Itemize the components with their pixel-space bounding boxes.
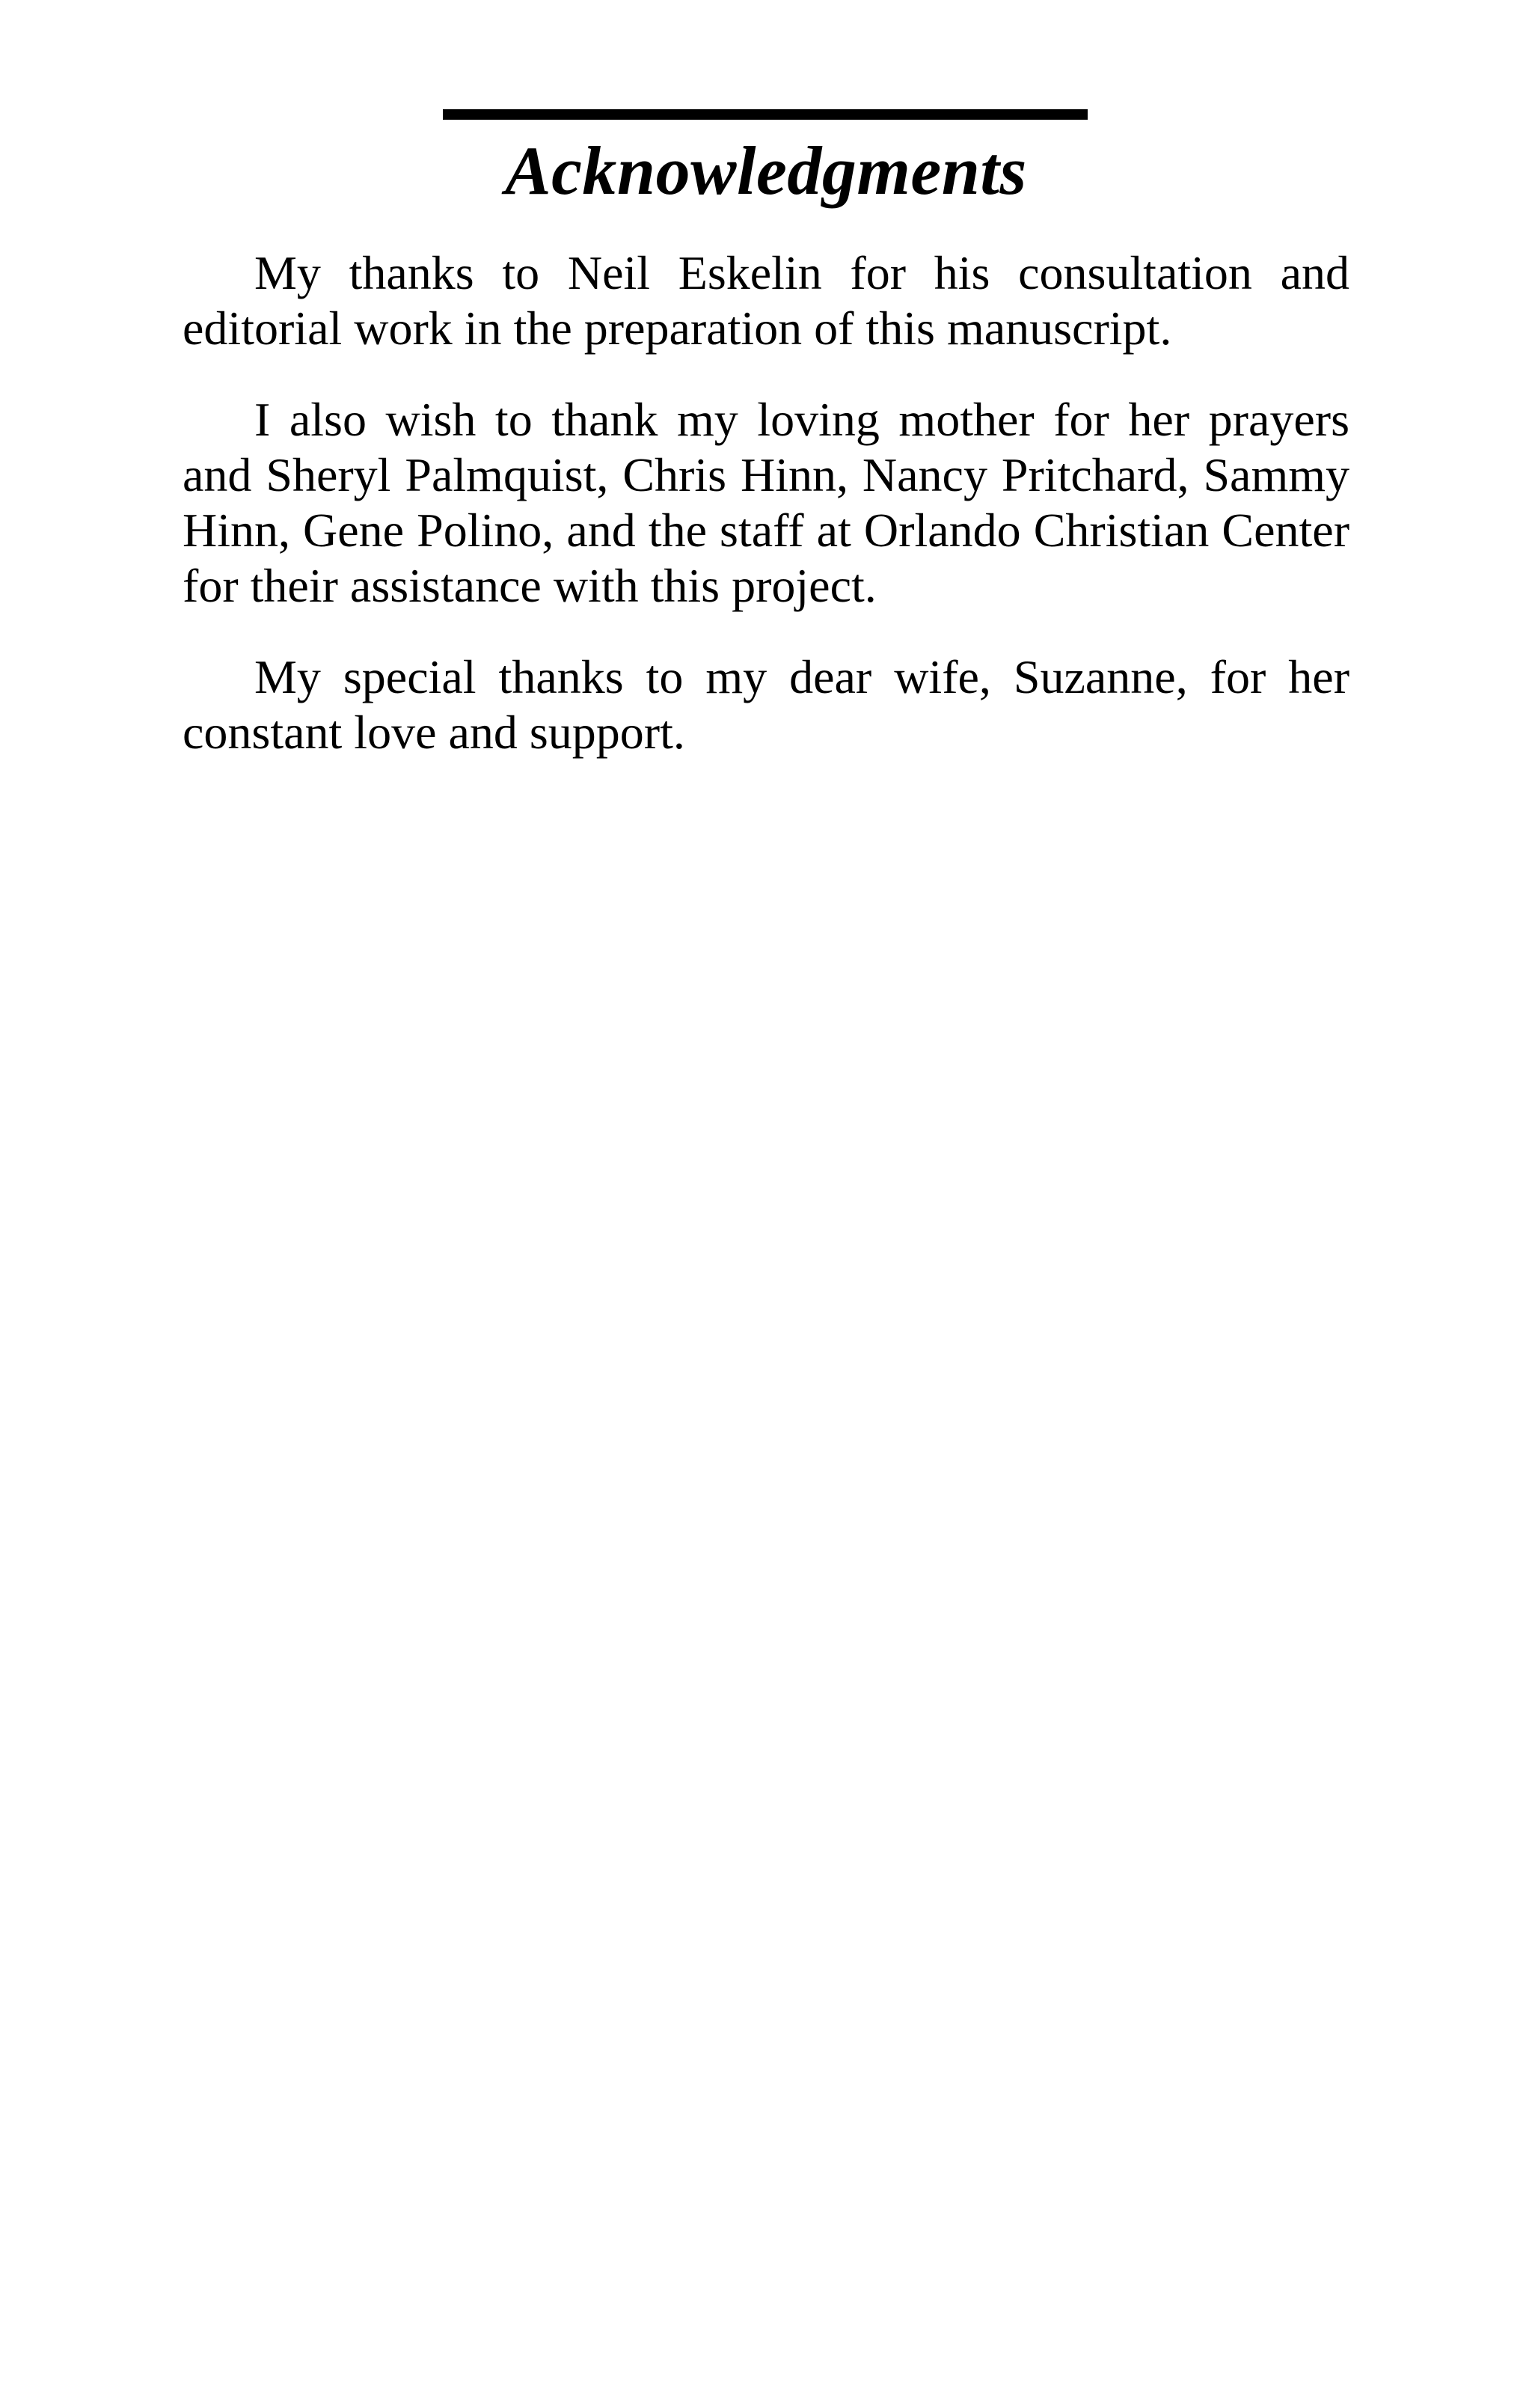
paragraph-2: I also wish to thank my loving mother for her prayers and Sheryl Palmquist, Chris Hinn, Nancy Pritchard, Sammy Hinn, Gene Polino, and the staff at Orlando Christian Center for their assistance with this project.	[183, 393, 1349, 612]
heading-rule	[443, 109, 1088, 120]
paragraph-3: My special thanks to my dear wife, Suzanne, for her constant love and support.	[183, 650, 1349, 759]
page-title: Acknowledgments	[505, 132, 1027, 209]
paragraph-1: My thanks to Neil Eskelin for his consultation and editorial work in the preparation of this manuscript.	[183, 246, 1349, 355]
acknowledgments-body	[183, 245, 1349, 796]
